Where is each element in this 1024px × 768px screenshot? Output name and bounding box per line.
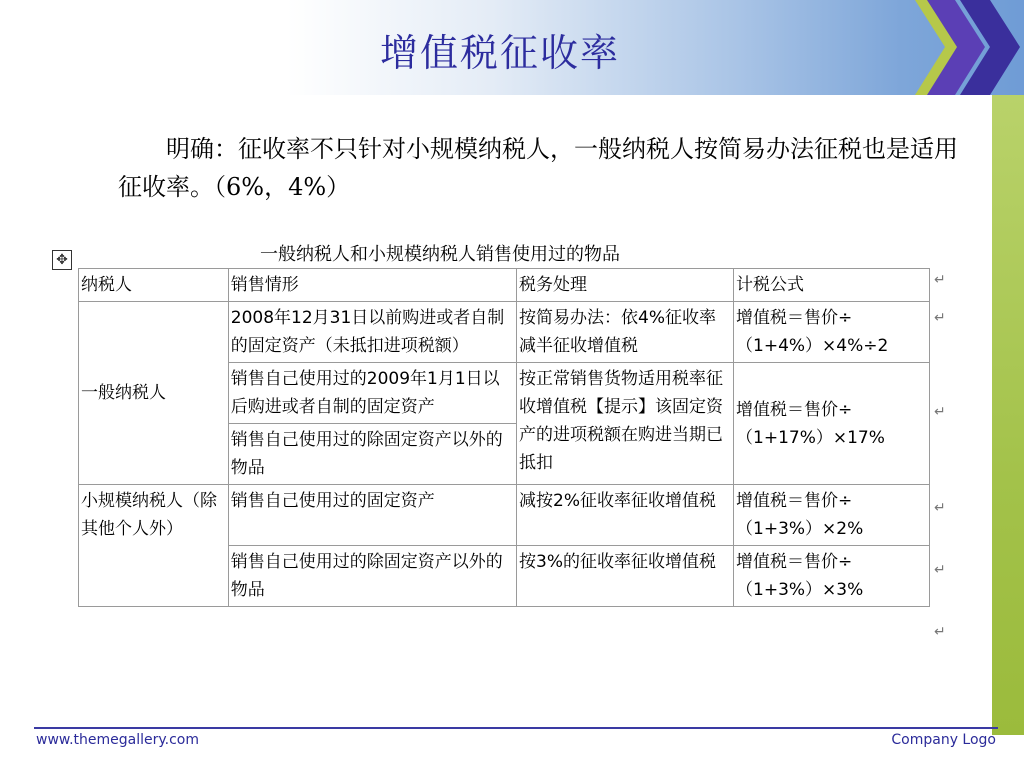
paragraph-mark-icon: ↵ [934,310,946,326]
treatment-cell: 按正常销售货物适用税率征收增值税【提示】该固定资产的进项税额在购进当期已抵扣 [517,363,734,485]
situation-cell: 销售自己使用过的固定资产 [228,485,516,546]
table-row [79,302,930,363]
footer-divider [34,727,998,729]
situation-cell: 销售自己使用过的2009年1月1日以后购进或者自制的固定资产 [228,363,516,424]
header-cell: 纳税人 [79,269,229,302]
paragraph-mark-icon: ↵ [934,562,946,578]
footer-company-logo: Company Logo [891,732,996,748]
situation-cell: 销售自己使用过的除固定资产以外的物品 [228,424,516,485]
tax-rate-table [78,268,930,607]
treatment-cell: 减按2%征收率征收增值税 [517,485,734,546]
taxpayer-cell: 一般纳税人 [79,302,229,485]
formula-cell: 增值税＝售价÷（1+4%）×4%÷2 [734,302,930,363]
treatment-cell: 按3%的征收率征收增值税 [517,546,734,607]
paragraph-mark-icon: ↵ [934,404,946,420]
formula-cell: 增值税＝售价÷（1+3%）×2% [734,485,930,546]
slide-title: 增值税征收率 [379,31,620,75]
table-move-handle-icon[interactable]: ✥ [52,250,72,270]
footer-website[interactable]: www.themegallery.com [36,732,199,748]
header-cell: 计税公式 [734,269,930,302]
situation-cell: 销售自己使用过的除固定资产以外的物品 [228,546,516,607]
table-header-row [79,269,930,302]
table-row [79,485,930,546]
formula-cell: 增值税＝售价÷（1+3%）×3% [734,546,930,607]
side-accent-bar [992,95,1024,735]
intro-paragraph: 明确：征收率不只针对小规模纳税人，一般纳税人按简易办法征税也是适用征收率。（6%，4%） [118,135,958,201]
formula-cell: 增值税＝售价÷（1+17%）×17% [734,363,930,485]
paragraph-mark-icon: ↵ [934,624,946,640]
taxpayer-cell: 小规模纳税人（除其他个人外） [79,485,229,607]
treatment-cell: 按简易办法：依4%征收率减半征收增值税 [517,302,734,363]
table-caption: 一般纳税人和小规模纳税人销售使用过的物品 [260,244,620,265]
header-cell: 销售情形 [228,269,516,302]
paragraph-mark-icon: ↵ [934,500,946,516]
header-cell: 税务处理 [517,269,734,302]
paragraph-mark-icon: ↵ [934,272,946,288]
situation-cell: 2008年12月31日以前购进或者自制的固定资产（未抵扣进项税额） [228,302,516,363]
